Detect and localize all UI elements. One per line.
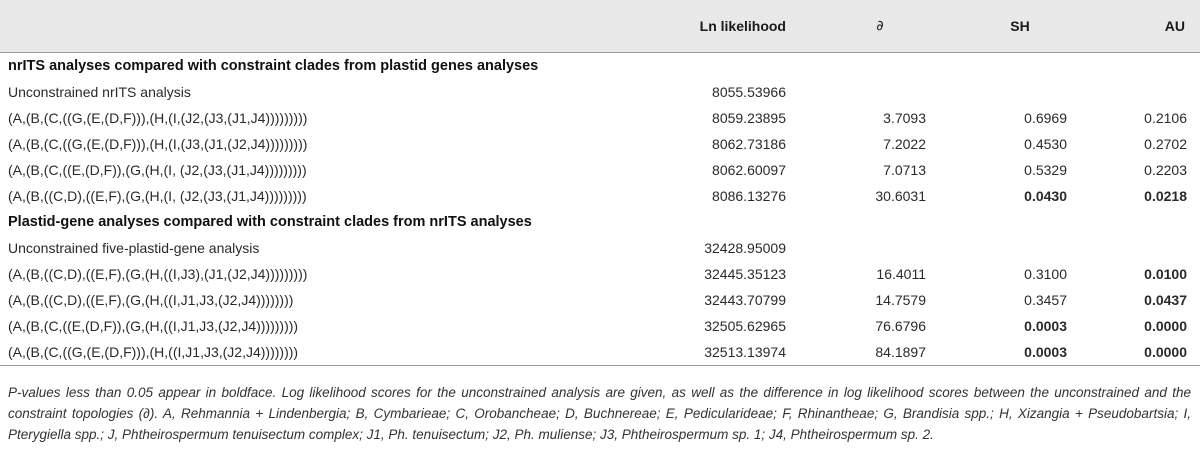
topology-cell: (A,(B,(C,((E,(D,F)),(G,(H,(I, (J2,(J3,(J1,J4))))))))) (8, 162, 307, 178)
table-header-row (0, 0, 1200, 53)
section-header-row (0, 53, 1200, 80)
sh-cell: 0.0003 (930, 339, 1070, 366)
sh-cell: 0.0003 (1024, 318, 1067, 334)
ln-likelihood-cell: 32428.95009 (704, 240, 786, 256)
header-au: AU (1070, 0, 1200, 53)
ln-likelihood-cell: 32513.13974 (668, 339, 790, 366)
au-cell: 0.0000 (1144, 318, 1187, 334)
ln-likelihood-cell: 8055.53966 (712, 84, 786, 100)
ln-likelihood-cell: 8062.73186 (712, 136, 786, 152)
table-footnote: P-values less than 0.05 appear in boldface. Log likelihood scores for the unconstrained analysis are given, as well as the difference in log likelihood scores between the unconstrained and the constraint topologies (∂). A, Rehmannia + Lindenbergia; B, Cymbarieae; C, Orobancheae; D, Buchnereae; E, Pedicularideae; F, Rhinantheae; G, Brandisia spp.; H, Xizangia + Pseudobartsia; I, Pterygiella spp.; J, Phtheirospermum tenuisectum complex; J1, Ph. tenuisectum; J2, Ph. muliense; J3, Phtheirospermum sp. 1; J4, Phtheirospermum sp. 2. (8, 385, 1191, 442)
au-cell: 0.2203 (1144, 162, 1187, 178)
table-row (0, 183, 1200, 209)
delta-cell: 14.7579 (875, 292, 926, 308)
delta-cell: 16.4011 (876, 266, 926, 282)
au-cell: 0.0000 (1070, 339, 1200, 366)
delta-cell: 30.6031 (875, 188, 926, 204)
header-ln-likelihood: Ln likelihood (668, 0, 790, 53)
sh-cell: 0.6969 (1024, 110, 1067, 126)
delta-cell (790, 79, 930, 105)
table-row (0, 131, 1200, 157)
sh-cell: 0.3100 (1024, 266, 1067, 282)
topology-cell: (A,(B,(C,((G,(E,(D,F))),(H,((I,J1,J3,(J2,J4)))))))) (0, 339, 668, 366)
au-cell: 0.0437 (1144, 292, 1187, 308)
section-title: nrITS analyses compared with constraint clades from plastid genes analyses (8, 58, 539, 74)
topology-cell: (A,(B,((C,D),((E,F),(G,(H,(I, (J2,(J3,(J1,J4))))))))) (8, 188, 307, 204)
section-title: Plastid-gene analyses compared with constraint clades from nrITS analyses (8, 214, 532, 230)
table-row (0, 339, 1200, 366)
sh-cell (930, 79, 1070, 105)
sh-cell: 0.5329 (1024, 162, 1067, 178)
table-row (0, 105, 1200, 131)
sh-cell: 0.0430 (1024, 188, 1067, 204)
delta-cell: 7.0713 (883, 162, 926, 178)
delta-cell (790, 235, 930, 261)
table-row (0, 261, 1200, 287)
ln-likelihood-cell: 8086.13276 (712, 188, 786, 204)
table-row (0, 79, 1200, 105)
ln-likelihood-cell: 8062.60097 (712, 162, 786, 178)
header-topology (0, 0, 668, 53)
sh-cell (930, 235, 1070, 261)
table-row (0, 235, 1200, 261)
au-cell (1070, 79, 1200, 105)
ln-likelihood-cell: 32443.70799 (704, 292, 786, 308)
sh-cell: 0.3457 (1024, 292, 1067, 308)
header-sh: SH (930, 0, 1070, 53)
topology-cell: (A,(B,((C,D),((E,F),(G,(H,((I,J3),(J1,(J2,J4))))))))) (8, 266, 308, 282)
delta-cell: 3.7093 (883, 110, 926, 126)
au-cell (1070, 235, 1200, 261)
delta-cell: 7.2022 (883, 136, 926, 152)
topology-cell: (A,(B,(C,((E,(D,F)),(G,(H,((I,J1,J3,(J2,J4))))))))) (8, 318, 299, 334)
sh-cell: 0.4530 (1024, 136, 1067, 152)
au-cell: 0.0218 (1144, 188, 1187, 204)
table-row (0, 313, 1200, 339)
section-header-row (0, 209, 1200, 235)
topology-cell: Unconstrained nrITS analysis (8, 84, 191, 100)
delta-cell: 84.1897 (790, 339, 930, 366)
au-cell: 0.2106 (1144, 110, 1187, 126)
table-body (0, 53, 1200, 366)
table-row (0, 157, 1200, 183)
table-row (0, 287, 1200, 313)
ln-likelihood-cell: 8059.23895 (712, 110, 786, 126)
ln-likelihood-cell: 32505.62965 (704, 318, 786, 334)
delta-cell: 76.6796 (875, 318, 926, 334)
au-cell: 0.0100 (1144, 266, 1187, 282)
topology-cell: Unconstrained five-plastid-gene analysis (8, 240, 260, 256)
au-cell: 0.2702 (1144, 136, 1187, 152)
ln-likelihood-cell: 32445.35123 (704, 266, 786, 282)
topology-cell: (A,(B,(C,((G,(E,(D,F))),(H,(I,(J3,(J1,(J2,J4))))))))) (8, 136, 308, 152)
header-delta: ∂ (790, 0, 930, 53)
topology-cell: (A,(B,(C,((G,(E,(D,F))),(H,(I,(J2,(J3,(J1,J4))))))))) (8, 110, 308, 126)
topology-cell: (A,(B,((C,D),((E,F),(G,(H,((I,J1,J3,(J2,J4)))))))) (8, 292, 294, 308)
